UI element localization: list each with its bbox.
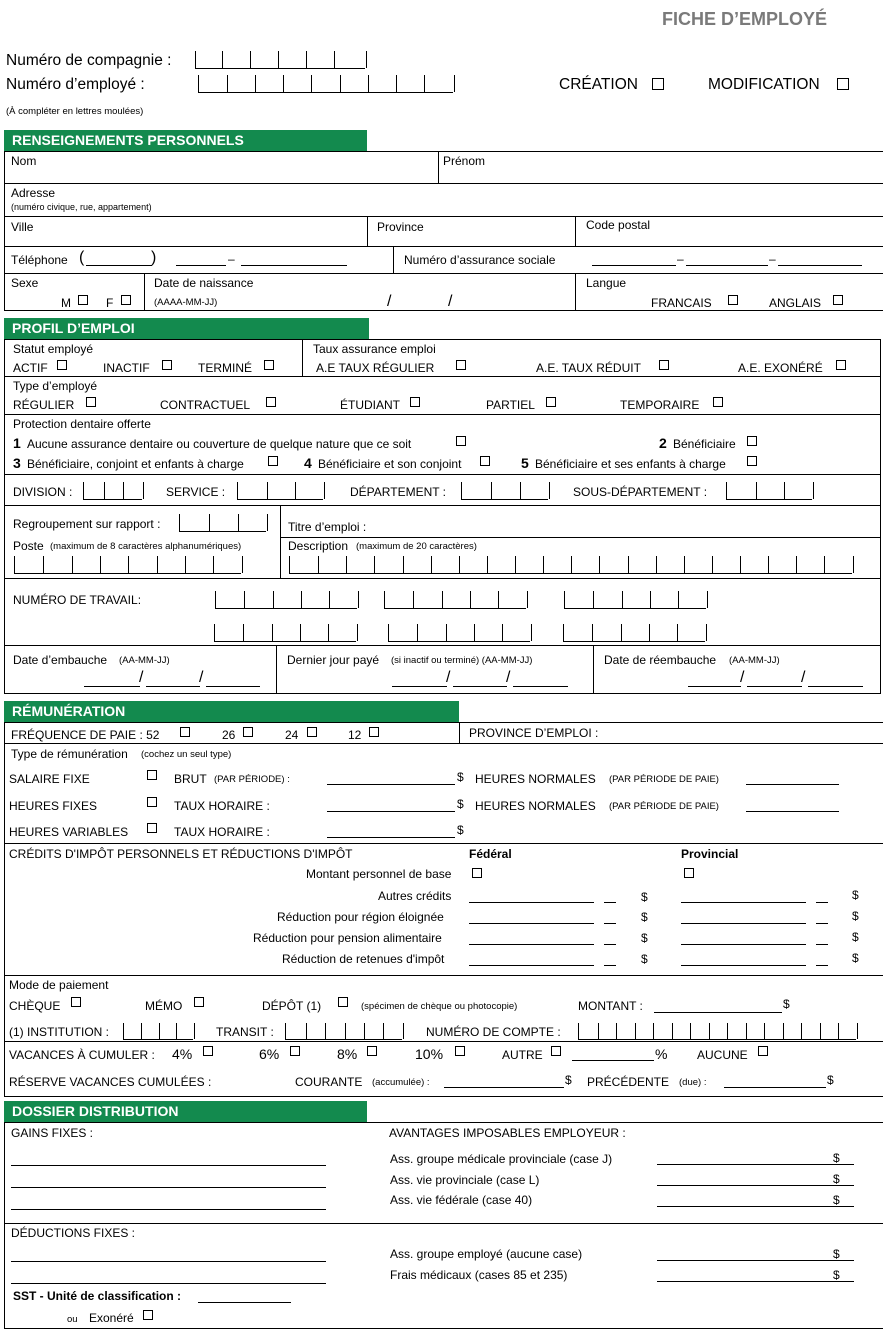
report-grouping-label: Regroupement sur rapport :	[13, 517, 161, 531]
phone-paren-open: (	[79, 249, 85, 266]
work-number-2b[interactable]	[388, 624, 530, 642]
modification-checkbox[interactable]	[837, 78, 849, 90]
section-dossier-header: DOSSIER DISTRIBUTION	[4, 1101, 367, 1122]
case-l-label: Ass. vie provinciale (case L)	[390, 1173, 540, 1187]
english-checkbox[interactable]	[833, 295, 843, 305]
phone-paren-close: )	[151, 249, 157, 266]
group-insurance-dollar: $	[833, 1247, 840, 1261]
job-title-label: Titre d’emploi :	[288, 520, 367, 534]
ei-regular-checkbox[interactable]	[456, 360, 466, 370]
alimony-provincial-dollar: $	[852, 930, 859, 944]
address-note: (numéro civique, rue, appartement)	[11, 202, 152, 212]
other-credits-provincial-dollar: $	[852, 888, 859, 902]
dental-4-checkbox[interactable]	[480, 456, 490, 466]
report-grouping-field[interactable]	[179, 514, 266, 532]
cheque-label: CHÈQUE	[9, 999, 61, 1013]
gross-note: (PAR PÉRIODE) :	[214, 774, 290, 785]
temporary-checkbox[interactable]	[713, 397, 723, 407]
vacation-8-checkbox[interactable]	[367, 1046, 377, 1056]
tax-withholding-provincial-dollar: $	[852, 951, 859, 965]
student-label: ÉTUDIANT	[340, 398, 400, 412]
variable-hours-checkbox[interactable]	[147, 823, 157, 833]
position-label: Poste	[13, 539, 44, 553]
terminated-label: TERMINÉ	[198, 361, 252, 375]
fixed-deductions-label: DÉDUCTIONS FIXES :	[11, 1226, 136, 1240]
alimony-label: Réduction pour pension alimentaire	[253, 931, 442, 945]
ei-regular-label: A.E TAUX RÉGULIER	[316, 361, 435, 375]
sin-label: Numéro d’assurance sociale	[404, 253, 556, 267]
creation-label: CRÉATION	[559, 76, 638, 93]
pay-type-note: (cochez un seul type)	[141, 749, 232, 760]
fixed-earnings-line-2[interactable]	[11, 1187, 326, 1188]
section-remuneration-header: RÉMUNÉRATION	[4, 701, 459, 722]
pay-frequency-24-label: 24	[285, 728, 299, 742]
case-40-dollar: $	[833, 1193, 840, 1207]
part-time-label: PARTIEL	[486, 398, 535, 412]
gross-dollar: $	[457, 770, 464, 784]
remote-region-provincial-dollar: $	[852, 909, 859, 923]
variable-hours-label: HEURES VARIABLES	[9, 825, 129, 839]
pay-frequency-12-checkbox[interactable]	[369, 727, 379, 737]
description-note: (maximum de 20 caractères)	[356, 541, 477, 552]
basic-amount-provincial-checkbox[interactable]	[684, 868, 694, 878]
case-j-dollar: $	[833, 1151, 840, 1165]
rehire-date-slash-1: /	[740, 669, 745, 686]
current-dollar: $	[565, 1073, 572, 1087]
specimen-note: (spécimen de chèque ou photocopie)	[361, 1001, 518, 1012]
case-l-field[interactable]	[657, 1185, 854, 1186]
department-field[interactable]	[461, 482, 548, 500]
fixed-earnings-line-3[interactable]	[11, 1209, 326, 1210]
ei-exempt-label: A.E. EXONÉRÉ	[738, 361, 823, 375]
sst-field[interactable]	[198, 1302, 291, 1303]
vacation-4-label: 4%	[172, 1046, 193, 1062]
vacation-10-checkbox[interactable]	[455, 1046, 465, 1056]
dental-4-label: Bénéficiaire et son conjoint	[318, 457, 462, 471]
temporary-label: TEMPORAIRE	[620, 398, 700, 412]
alimony-federal-dollar: $	[641, 931, 648, 945]
fixed-hours-checkbox[interactable]	[147, 797, 157, 807]
birth-date-slash-1: /	[387, 293, 392, 310]
french-label: FRANCAIS	[651, 296, 712, 310]
address-label: Adresse	[11, 186, 56, 200]
cheque-checkbox[interactable]	[71, 997, 81, 1007]
contractual-checkbox[interactable]	[266, 397, 276, 407]
tax-withholding-federal-field[interactable]	[469, 965, 594, 966]
pay-frequency-26-checkbox[interactable]	[243, 727, 253, 737]
service-field[interactable]	[237, 482, 323, 500]
dental-5-checkbox[interactable]	[747, 456, 757, 466]
hire-date-slash-1: /	[139, 669, 144, 686]
hourly-rate-dollar-1: $	[457, 797, 464, 811]
tax-withholding-label: Réduction de retenues d'impôt	[282, 952, 445, 966]
other-credits-provincial-field[interactable]	[681, 902, 806, 903]
vacation-4-checkbox[interactable]	[203, 1046, 213, 1056]
dental-3-number: 3	[13, 455, 21, 471]
dental-1-number: 1	[13, 435, 21, 451]
sub-department-label: SOUS-DÉPARTEMENT :	[573, 485, 708, 499]
pay-frequency-12-label: 12	[348, 728, 362, 742]
employee-number-field[interactable]	[198, 75, 453, 93]
basic-amount-label: Montant personnel de base	[306, 867, 452, 881]
ei-exempt-checkbox[interactable]	[836, 360, 846, 370]
pay-frequency-label: FRÉQUENCE DE PAIE : 52	[11, 728, 160, 742]
dental-label: Protection dentaire offerte	[13, 417, 151, 431]
hourly-rate-field-2[interactable]	[327, 837, 455, 838]
english-label: ANGLAIS	[769, 296, 822, 310]
remote-region-federal-dollar: $	[641, 910, 648, 924]
current-field[interactable]	[444, 1087, 564, 1088]
tax-withholding-federal-dollar: $	[641, 952, 648, 966]
sex-label: Sexe	[11, 276, 39, 290]
employee-type-label: Type d’employé	[13, 379, 98, 393]
status-label: Statut employé	[13, 342, 94, 356]
sst-label: SST - Unité de classification :	[13, 1289, 182, 1303]
phone-area-field[interactable]	[86, 265, 152, 266]
deposit-label: DÉPÔT (1)	[262, 999, 322, 1013]
memo-label: MÉMO	[145, 999, 183, 1013]
employment-province-label: PROVINCE D’EMPLOI :	[469, 726, 599, 740]
ei-reduced-label: A.E. TAUX RÉDUIT	[536, 361, 641, 375]
remote-region-federal-field[interactable]	[469, 923, 594, 924]
division-field[interactable]	[83, 482, 142, 500]
section-personal-header: RENSEIGNEMENTS PERSONNELS	[4, 130, 367, 151]
work-number-2c[interactable]	[563, 624, 705, 642]
active-checkbox[interactable]	[57, 360, 67, 370]
dental-5-number: 5	[521, 455, 529, 471]
phone-number-field[interactable]	[241, 265, 347, 266]
case-l-dollar: $	[833, 1172, 840, 1186]
form-title: FICHE D’EMPLOYÉ	[662, 9, 828, 29]
hire-date-note: (AA-MM-JJ)	[119, 655, 170, 666]
pay-type-label: Type de rémunération	[11, 747, 128, 761]
amount-dollar: $	[783, 997, 790, 1011]
previous-dollar: $	[827, 1073, 834, 1087]
other-credits-label: Autres crédits	[378, 889, 452, 903]
birth-date-format: (AAAA-MM-JJ)	[154, 297, 218, 308]
contractual-label: CONTRACTUEL	[160, 398, 251, 412]
birth-date-label: Date de naissance	[154, 276, 254, 290]
hourly-rate-dollar-2: $	[457, 823, 464, 837]
normal-hours-field-2[interactable]	[746, 811, 839, 812]
remote-region-label: Réduction pour région éloignée	[277, 910, 444, 924]
case-j-label: Ass. groupe médicale provinciale (case J)	[390, 1152, 613, 1166]
pay-frequency-26-label: 26	[222, 728, 236, 742]
previous-field[interactable]	[724, 1087, 826, 1088]
vacation-none-label: AUCUNE	[697, 1048, 748, 1062]
current-note: (accumulée) :	[372, 1077, 430, 1088]
account-number-field[interactable]	[578, 1023, 856, 1040]
vacation-none-checkbox[interactable]	[758, 1046, 768, 1056]
hire-date-label: Date d’embauche	[13, 653, 108, 667]
company-number-label: Numéro de compagnie :	[6, 52, 172, 69]
transit-field[interactable]	[285, 1023, 402, 1040]
last-paid-field[interactable]	[513, 686, 568, 687]
work-number-1a[interactable]	[215, 591, 357, 609]
case-j-field[interactable]	[657, 1164, 854, 1165]
inactive-label: INACTIF	[103, 361, 150, 375]
dental-2-number: 2	[659, 435, 667, 451]
gross-amount-field[interactable]	[327, 784, 455, 785]
province-label: Province	[377, 220, 424, 234]
dental-1-label: Aucune assurance dentaire ou couverture de quelque nature que ce soit	[27, 437, 412, 451]
employee-number-label: Numéro d’employé :	[6, 76, 145, 93]
taxable-benefits-label: AVANTAGES IMPOSABLES EMPLOYEUR :	[389, 1126, 626, 1140]
work-number-1c[interactable]	[564, 591, 706, 609]
fixed-earnings-line-1[interactable]	[11, 1165, 326, 1166]
normal-hours-label-1: HEURES NORMALES	[475, 772, 596, 786]
tax-credits-label: CRÉDITS D'IMPÔT PERSONNELS ET RÉDUCTIONS D'IMPÔT	[9, 847, 353, 861]
vacation-label: VACANCES À CUMULER :	[9, 1048, 155, 1062]
normal-hours-field-1[interactable]	[746, 784, 839, 785]
group-insurance-label: Ass. groupe employé (aucune case)	[390, 1247, 583, 1261]
dental-4-number: 4	[304, 455, 312, 471]
institution-label: (1) INSTITUTION :	[9, 1025, 109, 1039]
current-label: COURANTE	[295, 1075, 363, 1089]
active-label: ACTIF	[13, 361, 48, 375]
gross-label: BRUT	[174, 772, 207, 786]
french-checkbox[interactable]	[728, 295, 738, 305]
hire-date-field[interactable]	[206, 686, 260, 687]
sin-dash-1: –	[677, 252, 684, 266]
hourly-rate-label-2: TAUX HORAIRE :	[174, 825, 270, 839]
sex-f-label: F	[106, 296, 114, 310]
rehire-date-note: (AA-MM-JJ)	[729, 655, 780, 666]
work-number-1b[interactable]	[384, 591, 526, 609]
payment-mode-label: Mode de paiement	[9, 978, 109, 992]
group-insurance-field[interactable]	[657, 1260, 854, 1261]
sex-m-checkbox[interactable]	[78, 295, 88, 305]
postal-code-label: Code postal	[586, 218, 651, 232]
fixed-salary-label: SALAIRE FIXE	[9, 772, 90, 786]
vacation-10-label: 10%	[415, 1046, 444, 1062]
normal-hours-note-2: (PAR PÉRIODE DE PAIE)	[609, 801, 719, 812]
vacation-other-percent: %	[655, 1046, 668, 1062]
description-field[interactable]	[289, 556, 852, 574]
previous-label: PRÉCÉDENTE	[587, 1075, 670, 1089]
pay-frequency-52-checkbox[interactable]	[180, 727, 190, 737]
fixed-salary-checkbox[interactable]	[147, 770, 157, 780]
tax-withholding-provincial-field[interactable]	[681, 965, 806, 966]
other-credits-federal-field[interactable]	[469, 902, 594, 903]
deposit-checkbox[interactable]	[338, 997, 348, 1007]
amount-label: MONTANT :	[578, 999, 643, 1013]
dental-3-checkbox[interactable]	[268, 456, 278, 466]
vacation-other-checkbox[interactable]	[551, 1046, 561, 1056]
creation-checkbox[interactable]	[652, 78, 664, 90]
amount-field[interactable]	[654, 1012, 782, 1013]
case-40-field[interactable]	[657, 1206, 854, 1207]
vacation-6-label: 6%	[259, 1046, 280, 1062]
phone-dash: –	[228, 252, 235, 266]
part-time-checkbox[interactable]	[546, 397, 556, 407]
vacation-reserve-label: RÉSERVE VACANCES CUMULÉES :	[9, 1075, 212, 1089]
vacation-other-label: AUTRE	[502, 1048, 543, 1062]
rehire-date-label: Date de réembauche	[604, 653, 717, 667]
sin-field-2[interactable]	[686, 265, 768, 266]
vacation-other-field[interactable]	[572, 1060, 654, 1061]
basic-amount-federal-checkbox[interactable]	[472, 868, 482, 878]
sub-department-field[interactable]	[726, 482, 812, 500]
transit-label: TRANSIT :	[216, 1025, 274, 1039]
terminated-checkbox[interactable]	[264, 360, 274, 370]
first-name-label: Prénom	[443, 154, 486, 168]
case-40-label: Ass. vie fédérale (case 40)	[390, 1193, 533, 1207]
fixed-deductions-line-2[interactable]	[11, 1283, 326, 1284]
regular-checkbox[interactable]	[86, 397, 96, 407]
position-field[interactable]	[14, 556, 241, 574]
personal-section	[4, 151, 883, 311]
department-label: DÉPARTEMENT :	[350, 485, 447, 499]
dental-1-checkbox[interactable]	[456, 436, 466, 446]
exempt-label: Exonéré	[89, 1311, 134, 1325]
normal-hours-label-2: HEURES NORMALES	[475, 799, 596, 813]
hire-date-slash-2: /	[199, 669, 204, 686]
service-label: SERVICE :	[166, 485, 226, 499]
memo-checkbox[interactable]	[194, 997, 204, 1007]
dental-5-label: Bénéficiaire et ses enfants à charge	[535, 457, 726, 471]
language-label: Langue	[586, 276, 627, 290]
dental-2-label: Bénéficiaire	[673, 437, 736, 451]
hourly-rate-field-1[interactable]	[327, 811, 455, 812]
provincial-header: Provincial	[681, 847, 739, 861]
division-label: DIVISION :	[13, 485, 73, 499]
section-profile-header: PROFIL D’EMPLOI	[4, 318, 369, 339]
city-label: Ville	[11, 220, 34, 234]
fixed-hours-label: HEURES FIXES	[9, 799, 98, 813]
last-paid-note: (si inactif ou terminé) (AA-MM-JJ)	[391, 655, 533, 666]
sin-dash-2: –	[769, 252, 776, 266]
fixed-deductions-line-1[interactable]	[11, 1261, 326, 1262]
rehire-date-slash-2: /	[801, 669, 806, 686]
medical-fees-dollar: $	[833, 1268, 840, 1282]
phone-prefix-field[interactable]	[176, 265, 226, 266]
work-number-2a[interactable]	[214, 624, 356, 642]
other-credits-federal-dollar: $	[641, 890, 648, 904]
medical-fees-field[interactable]	[657, 1281, 854, 1282]
remote-region-provincial-field[interactable]	[681, 923, 806, 924]
rehire-date-field[interactable]	[808, 686, 863, 687]
account-number-label: NUMÉRO DE COMPTE :	[426, 1025, 561, 1039]
position-note: (maximum de 8 caractères alphanumériques)	[50, 541, 242, 552]
description-label: Description	[288, 539, 349, 553]
ei-reduced-checkbox[interactable]	[659, 360, 669, 370]
birth-date-slash-2: /	[448, 293, 453, 310]
last-paid-slash-2: /	[506, 669, 511, 686]
block-letters-note: (À compléter en lettres moulées)	[6, 106, 144, 117]
work-number-label: NUMÉRO DE TRAVAIL:	[13, 593, 142, 607]
company-number-field[interactable]	[195, 51, 365, 69]
medical-fees-label: Frais médicaux (cases 85 et 235)	[390, 1268, 568, 1282]
normal-hours-note-1: (PAR PÉRIODE DE PAIE)	[609, 774, 719, 785]
vacation-8-label: 8%	[337, 1046, 358, 1062]
fixed-earnings-label: GAINS FIXES :	[11, 1126, 94, 1140]
regular-label: RÉGULIER	[13, 398, 75, 412]
pay-frequency-24-checkbox[interactable]	[307, 727, 317, 737]
vacation-6-checkbox[interactable]	[290, 1046, 300, 1056]
modification-label: MODIFICATION	[708, 76, 820, 93]
last-paid-slash-1: /	[446, 669, 451, 686]
alimony-provincial-field[interactable]	[681, 944, 806, 945]
dental-3-label: Bénéficiaire, conjoint et enfants à charge	[27, 457, 244, 471]
inactive-checkbox[interactable]	[162, 360, 172, 370]
sin-field-1[interactable]	[592, 265, 676, 266]
exempt-checkbox[interactable]	[143, 1310, 153, 1320]
federal-header: Fédéral	[469, 847, 512, 861]
or-label: ou	[67, 1314, 78, 1325]
sex-m-label: M	[61, 296, 71, 310]
dental-2-checkbox[interactable]	[747, 436, 757, 446]
ei-rate-label: Taux assurance emploi	[313, 342, 436, 356]
last-paid-label: Dernier jour payé	[287, 653, 380, 667]
hourly-rate-label-1: TAUX HORAIRE :	[174, 799, 270, 813]
last-name-label: Nom	[11, 154, 37, 168]
sin-field-3[interactable]	[778, 265, 862, 266]
institution-field[interactable]	[123, 1023, 193, 1040]
previous-note: (due) :	[679, 1077, 707, 1088]
alimony-federal-field[interactable]	[469, 944, 594, 945]
phone-label: Téléphone	[11, 253, 68, 267]
student-checkbox[interactable]	[410, 397, 420, 407]
sex-f-checkbox[interactable]	[121, 295, 131, 305]
